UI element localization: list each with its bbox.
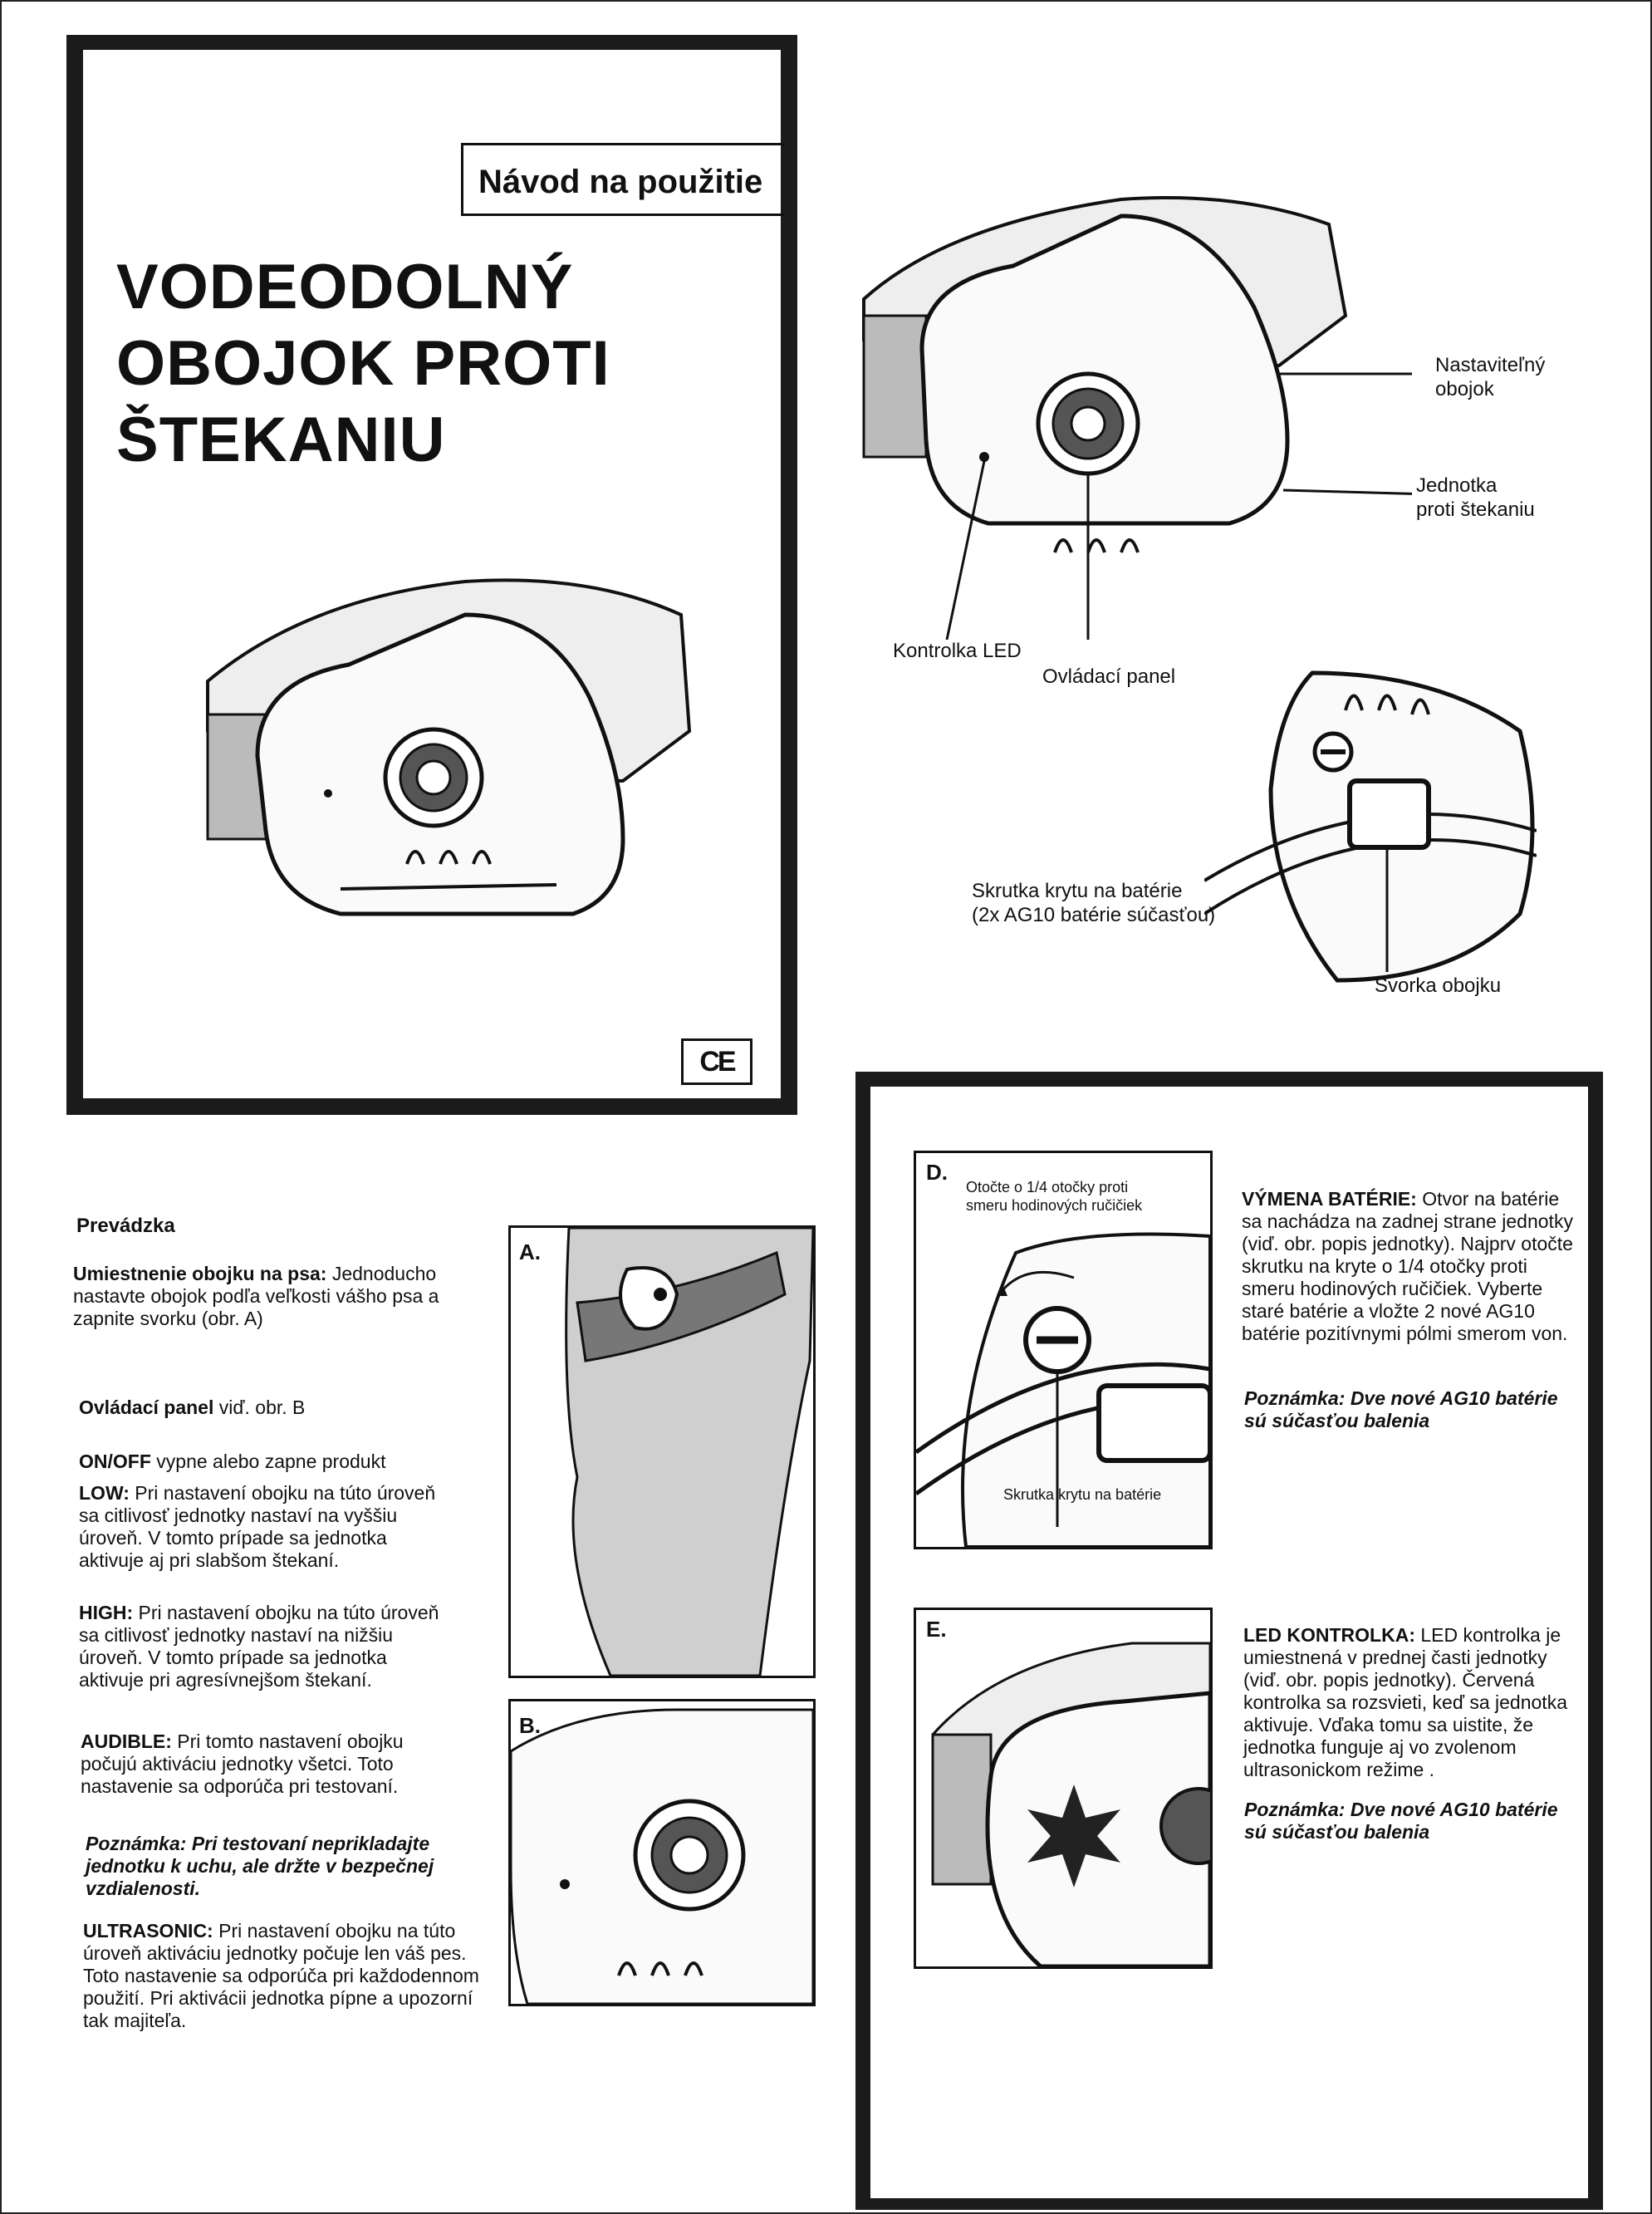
ultrasonic-paragraph: [83, 1920, 482, 2032]
audible-paragraph: [81, 1730, 446, 1798]
figure-d-caption: Otočte o 1/4 otočky proti smeru hodinových ručičiek: [966, 1179, 1143, 1214]
figure-b: [508, 1699, 816, 2006]
ultrasonic-title: ULTRASONIC:: [83, 1920, 213, 1942]
figure-a-letter: A.: [519, 1240, 541, 1264]
led-title: LED KONTROLKA:: [1243, 1624, 1415, 1646]
low-paragraph: [79, 1482, 444, 1572]
placement-text: Jednoducho nastavte obojok podľa veľkosti vášho psa a zapnite svorku (obr. A): [73, 1263, 439, 1329]
figure-e-letter: E.: [926, 1617, 947, 1642]
led-indicator-illustration: [916, 1610, 1210, 1966]
label-led: Kontrolka LED: [893, 640, 1022, 662]
label-collar-clip: Svorka obojku: [1375, 974, 1502, 997]
testing-note: Poznámka: Pri testovaní neprikladajte jednotku k uchu, ale držte v bezpečnej vzdialenosti.: [86, 1833, 434, 1899]
panel-text: viď. obr. B: [213, 1397, 306, 1418]
placement-paragraph: [73, 1263, 472, 1330]
ultrasonic-text: Pri nastavení obojku na túto úroveň aktiváciu jednotky počuje len váš pes. Toto nastavenie sa odporúča pri každodennom použití. Pri aktivácii jednotka pípne a upozorní tak majiteľa.: [83, 1920, 479, 2031]
high-text: Pri nastavení obojku na túto úroveň sa citlivosť jednotky nastaví na nižšiu úroveň. V tomto prípade sa jednotka aktivuje pri agresívnejšom štekaní.: [79, 1602, 439, 1691]
low-title: LOW:: [79, 1482, 130, 1504]
cover-collar-illustration: [191, 565, 723, 955]
onoff-text: vypne alebo zapne produkt: [150, 1451, 386, 1472]
audible-text: Pri tomto nastavení obojku počujú aktiváciu jednotky všetci. Toto nastavenie sa odporúča pri testovaní.: [81, 1730, 404, 1797]
low-text: Pri nastavení obojku na túto úroveň sa citlivosť jednotky nastaví na vyššiu úroveň. V tomto prípade sa jednotka aktivuje aj pri slabšom štekaní.: [79, 1482, 436, 1571]
led-text: LED kontrolka je umiestnená v prednej časti jednotky (viď. obr. popis jednotky). Červená kontrolka sa rozsvieti, keď sa jednotka aktivuje. Vďaka tomu sa uistite, že jednotka funguje aj vo zvolenom ultrasonickom režime .: [1243, 1624, 1567, 1780]
placement-title: Umiestnenie obojku na psa:: [73, 1263, 327, 1284]
dog-collar-illustration: [511, 1228, 813, 1676]
audible-title: AUDIBLE:: [81, 1730, 172, 1752]
high-title: HIGH:: [79, 1602, 134, 1623]
figure-a: [508, 1225, 816, 1678]
led-note: Poznámka: Dve nové AG10 batérie sú súčasťou balenia: [1244, 1799, 1558, 1843]
label-anti-bark-unit: Jednotka proti štekaniu: [1416, 474, 1535, 521]
high-paragraph: [79, 1602, 444, 1691]
figure-d-screw-label: Skrutka krytu na batérie: [1003, 1486, 1162, 1503]
panel-paragraph: [79, 1397, 478, 1419]
battery-note: Poznámka: Dve nové AG10 batérie sú súčasťou balenia: [1244, 1387, 1558, 1431]
battery-text: Otvor na batérie sa nachádza na zadnej strane jednotky (viď. obr. popis jednotky). Najprv otočte skrutku na kryte o 1/4 otočky proti smeru hodinových ručičiek. Vyberte staré batérie a vložte 2 nové AG10 batérie pozitívnymi pólmi smerom von.: [1242, 1188, 1573, 1344]
unit-diagram-illustration: [847, 174, 1412, 640]
cover-subtitle: Návod na použitie: [461, 143, 785, 216]
battery-back-illustration: [1204, 665, 1537, 989]
ce-mark: CE: [681, 1038, 752, 1085]
operation-heading: Prevádzka: [76, 1215, 175, 1237]
battery-title: VÝMENA BATÉRIE:: [1242, 1188, 1417, 1210]
onoff-title: ON/OFF: [79, 1451, 151, 1472]
led-paragraph: [1243, 1624, 1576, 1781]
panel-title: Ovládací panel: [79, 1397, 214, 1418]
figure-e: [914, 1608, 1213, 1969]
label-control-panel: Ovládací panel: [1042, 665, 1176, 688]
battery-paragraph: [1242, 1188, 1574, 1345]
figure-d-letter: D.: [926, 1160, 948, 1185]
figure-d: [914, 1151, 1213, 1549]
figure-b-letter: B.: [519, 1713, 541, 1738]
control-panel-closeup-illustration: [511, 1701, 813, 2004]
label-adjustable-collar: Nastaviteľný obojok: [1435, 354, 1546, 400]
label-battery-screw: Skrutka krytu na batérie (2x AG10 batérie súčasťou): [972, 880, 1216, 926]
cover-title: VODEODOLNÝ OBOJOK PROTI ŠTEKANIU: [116, 252, 610, 475]
onoff-paragraph: [79, 1451, 478, 1473]
